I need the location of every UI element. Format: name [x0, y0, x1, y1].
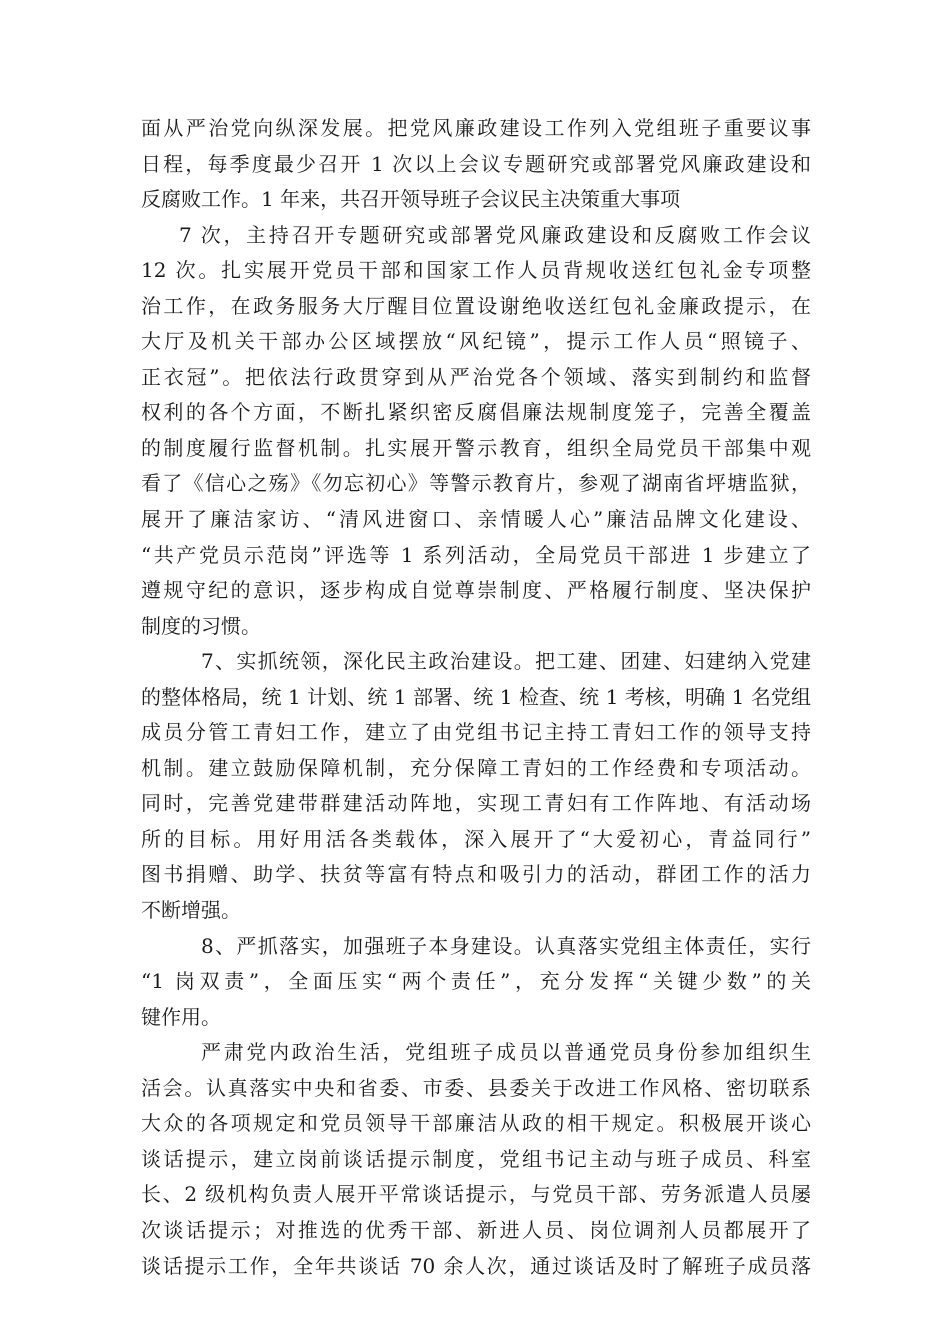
text-line: 治工作，在政务服务大厅醒目位置设谢绝收送红包礼金廉政提示，在 [141, 293, 811, 318]
text-line: 展开了廉洁家访、“清风进窗口、亲情暖人心”廉洁品牌文化建设、 [141, 507, 811, 532]
text-line: “1 岗双责”，全面压实“两个责任”，充分发挥“关键少数”的关 [141, 969, 811, 994]
text-line: 图书捐赠、助学、扶贫等富有特点和吸引力的活动，群团工作的活力 [141, 862, 811, 887]
text-line: 制度的习惯。 [141, 613, 261, 638]
text-line: 7 次，主持召开专题研究或部署党风廉政建设和反腐败工作会议 [179, 222, 811, 247]
text-line: 正衣冠”。把依法行政贯穿到从严治党各个领域、落实到制约和监督 [141, 364, 811, 389]
text-line: 反腐败工作。1 年来，共召开领导班子会议民主决策重大事项 [141, 187, 681, 212]
text-line: 面从严治党向纵深发展。把党风廉政建设工作列入党组班子重要议事 [141, 116, 811, 140]
text-line: 不断增强。 [141, 898, 241, 923]
text-line: 权利的各个方面，不断扎紧织密反腐倡廉法规制度笼子，完善全覆盖 [141, 400, 811, 425]
text-line: 活会。认真落实中央和省委、市委、县委关于改进工作风格、密切联系 [141, 1075, 811, 1100]
text-line: 键作用。 [141, 1004, 221, 1029]
text-line: 7、实抓统领，深化民主政治建设。把工建、团建、妇建纳入党建 [201, 649, 811, 674]
document-body [141, 111, 811, 1284]
text-line: 大众的各项规定和党员领导干部廉洁从政的相干规定。积极展开谈心 [141, 1111, 811, 1136]
text-line: 的整体格局，统 1 计划、统 1 部署、统 1 检查、统 1 考核，明确 1 名党组 [141, 684, 811, 709]
text-line: “共产党员示范岗”评选等 1 系列活动，全局党员干部进 1 步建立了 [141, 542, 811, 567]
text-line: 机制。建立鼓励保障机制，充分保障工青妇的工作经费和专项活动。 [141, 755, 811, 780]
text-line: 同时，完善党建带群建活动阵地，实现工青妇有工作阵地、有活动场 [141, 791, 811, 816]
text-line: 看了《信心之殇》《勿忘初心》等警示教育片，参观了湖南省坪塘监狱， [141, 471, 811, 496]
text-line: 8、严抓落实，加强班子本身建设。认真落实党组主体责任，实行 [201, 933, 811, 958]
text-line: 次谈话提示；对推选的优秀干部、新进人员、岗位调剂人员都展开了 [141, 1217, 811, 1242]
text-line: 成员分管工青妇工作，建立了由党组书记主持工青妇工作的领导支持 [141, 720, 811, 745]
text-line: 的制度履行监督机制。扎实展开警示教育，组织全局党员干部集中观 [141, 435, 811, 460]
text-line: 大厅及机关干部办公区域摆放“风纪镜”，提示工作人员“照镜子、 [141, 329, 811, 354]
text-line: 谈话提示工作，全年共谈话 70 余人次，通过谈话及时了解班子成员落 [141, 1253, 811, 1278]
text-line: 谈话提示，建立岗前谈话提示制度，党组书记主动与班子成员、科室 [141, 1146, 811, 1171]
text-line: 长、2 级机构负责人展开平常谈话提示，与党员干部、劳务派遣人员屡 [141, 1182, 811, 1207]
text-line: 日程，每季度最少召开 1 次以上会议专题研究或部署党风廉政建设和 [141, 151, 811, 176]
text-line: 所的目标。用好用活各类载体，深入展开了“大爱初心，青益同行” [141, 826, 811, 851]
text-line: 遵规守纪的意识，逐步构成自觉尊崇制度、严格履行制度、坚决保护 [141, 578, 811, 603]
text-line: 12 次。扎实展开党员干部和国家工作人员背规收送红包礼金专项整 [141, 258, 811, 283]
text-line: 严肃党内政治生活，党组班子成员以普通党员身份参加组织生 [201, 1040, 811, 1065]
